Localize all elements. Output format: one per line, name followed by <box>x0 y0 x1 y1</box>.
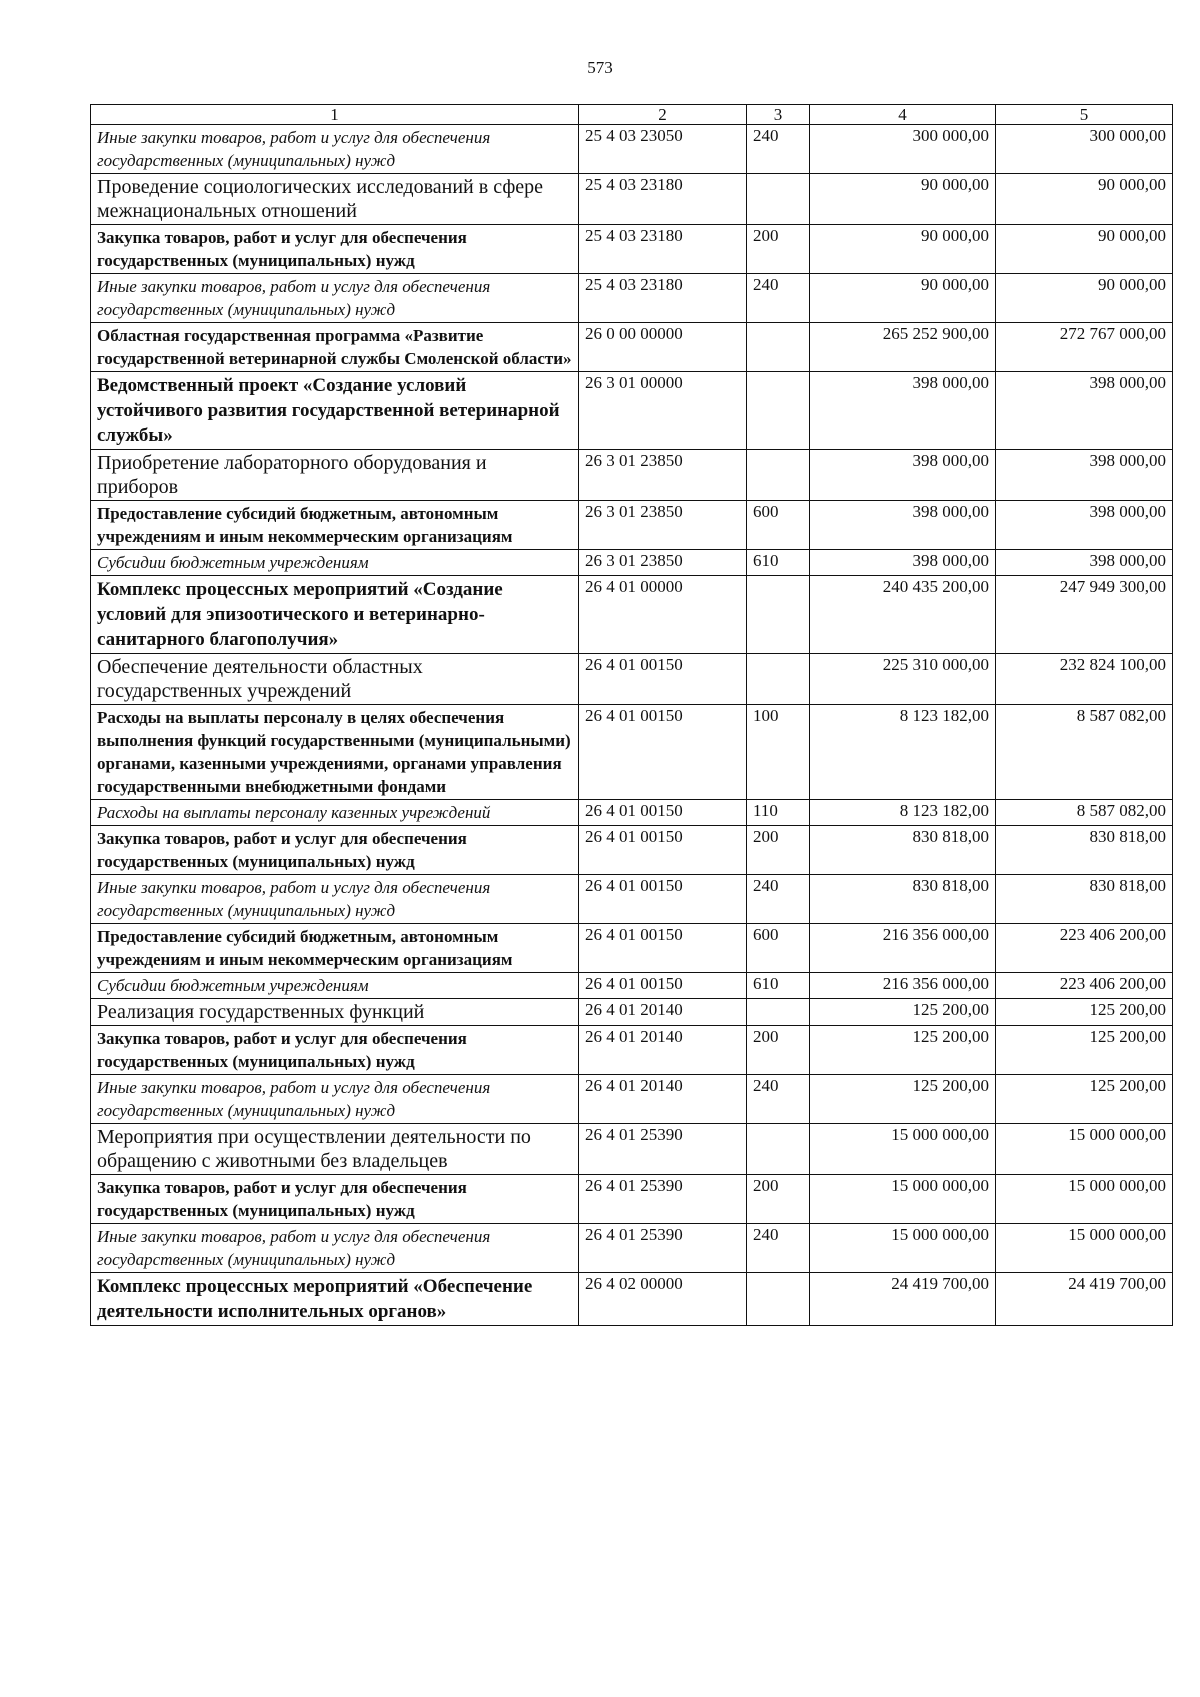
row-expense-type-cell <box>747 999 810 1026</box>
table-row <box>91 501 1173 550</box>
row-name-cell: Расходы на выплаты персоналу в целях обеспечения выполнения функций государственными (муниципальными) органами, казенными учреждениями, органами управления государственными внебюджетными фондами <box>91 705 579 800</box>
row-expense-type-cell <box>747 323 810 372</box>
row-name-cell: Расходы на выплаты персоналу казенных учреждений <box>91 800 579 826</box>
row-code-cell: 26 3 01 00000 <box>579 372 747 450</box>
row-name-cell: Комплекс процессных мероприятий «Создание условий для эпизоотического и ветеринарно-санитарного благополучия» <box>91 576 579 654</box>
row-name-cell: Закупка товаров, работ и услуг для обеспечения государственных (муниципальных) нужд <box>91 826 579 875</box>
row-amount-col4-cell: 830 818,00 <box>810 875 996 924</box>
row-amount-col5-cell: 223 406 200,00 <box>996 924 1173 973</box>
row-amount-col4-cell: 90 000,00 <box>810 274 996 323</box>
row-amount-col5-cell: 15 000 000,00 <box>996 1175 1173 1224</box>
row-expense-type-cell: 200 <box>747 225 810 274</box>
row-code-cell: 25 4 03 23180 <box>579 274 747 323</box>
row-code-cell: 26 4 01 00150 <box>579 924 747 973</box>
row-code-cell: 26 0 00 00000 <box>579 323 747 372</box>
row-amount-col4-cell: 24 419 700,00 <box>810 1273 996 1326</box>
table-row <box>91 450 1173 501</box>
row-amount-col5-cell: 8 587 082,00 <box>996 705 1173 800</box>
column-header-5: 5 <box>996 105 1173 125</box>
table-row <box>91 125 1173 174</box>
row-expense-type-cell: 200 <box>747 1175 810 1224</box>
table-row <box>91 274 1173 323</box>
row-amount-col5-cell: 830 818,00 <box>996 826 1173 875</box>
row-code-cell: 26 3 01 23850 <box>579 501 747 550</box>
row-amount-col5-cell: 398 000,00 <box>996 372 1173 450</box>
row-amount-col5-cell: 272 767 000,00 <box>996 323 1173 372</box>
row-amount-col5-cell: 90 000,00 <box>996 225 1173 274</box>
table-row <box>91 999 1173 1026</box>
row-name-cell: Иные закупки товаров, работ и услуг для обеспечения государственных (муниципальных) нужд <box>91 1224 579 1273</box>
row-name-cell: Областная государственная программа «Развитие государственной ветеринарной службы Смоленской области» <box>91 323 579 372</box>
row-code-cell: 26 4 02 00000 <box>579 1273 747 1326</box>
row-expense-type-cell: 240 <box>747 125 810 174</box>
row-amount-col5-cell: 398 000,00 <box>996 450 1173 501</box>
table-row <box>91 372 1173 450</box>
row-amount-col5-cell: 300 000,00 <box>996 125 1173 174</box>
row-expense-type-cell: 610 <box>747 550 810 576</box>
row-amount-col4-cell: 225 310 000,00 <box>810 654 996 705</box>
row-expense-type-cell <box>747 1124 810 1175</box>
table-row <box>91 1026 1173 1075</box>
row-name-cell: Ведомственный проект «Создание условий устойчивого развития государственной ветеринарной службы» <box>91 372 579 450</box>
table-row <box>91 1124 1173 1175</box>
row-name-cell: Субсидии бюджетным учреждениям <box>91 550 579 576</box>
row-name-cell: Субсидии бюджетным учреждениям <box>91 973 579 999</box>
column-header-1: 1 <box>91 105 579 125</box>
row-name-cell: Предоставление субсидий бюджетным, автономным учреждениям и иным некоммерческим организациям <box>91 924 579 973</box>
row-name-cell: Иные закупки товаров, работ и услуг для обеспечения государственных (муниципальных) нужд <box>91 1075 579 1124</box>
column-header-4: 4 <box>810 105 996 125</box>
row-code-cell: 26 4 01 00000 <box>579 576 747 654</box>
row-amount-col5-cell: 15 000 000,00 <box>996 1224 1173 1273</box>
row-code-cell: 26 4 01 00150 <box>579 654 747 705</box>
row-code-cell: 25 4 03 23180 <box>579 174 747 225</box>
row-expense-type-cell: 200 <box>747 826 810 875</box>
row-amount-col5-cell: 398 000,00 <box>996 501 1173 550</box>
row-expense-type-cell <box>747 174 810 225</box>
table-row <box>91 875 1173 924</box>
row-expense-type-cell <box>747 1273 810 1326</box>
row-name-cell: Предоставление субсидий бюджетным, автономным учреждениям и иным некоммерческим организациям <box>91 501 579 550</box>
row-expense-type-cell: 240 <box>747 875 810 924</box>
row-amount-col4-cell: 265 252 900,00 <box>810 323 996 372</box>
row-code-cell: 26 4 01 20140 <box>579 999 747 1026</box>
row-amount-col5-cell: 8 587 082,00 <box>996 800 1173 826</box>
row-name-cell: Комплекс процессных мероприятий «Обеспечение деятельности исполнительных органов» <box>91 1273 579 1326</box>
row-amount-col4-cell: 15 000 000,00 <box>810 1224 996 1273</box>
row-expense-type-cell <box>747 576 810 654</box>
table-row <box>91 225 1173 274</box>
row-code-cell: 26 3 01 23850 <box>579 450 747 501</box>
row-amount-col4-cell: 398 000,00 <box>810 372 996 450</box>
row-expense-type-cell <box>747 654 810 705</box>
row-amount-col4-cell: 90 000,00 <box>810 174 996 225</box>
row-expense-type-cell <box>747 450 810 501</box>
row-code-cell: 26 3 01 23850 <box>579 550 747 576</box>
row-expense-type-cell: 240 <box>747 1224 810 1273</box>
row-amount-col4-cell: 216 356 000,00 <box>810 973 996 999</box>
table-row <box>91 1273 1173 1326</box>
row-amount-col5-cell: 125 200,00 <box>996 1075 1173 1124</box>
row-name-cell: Иные закупки товаров, работ и услуг для обеспечения государственных (муниципальных) нужд <box>91 125 579 174</box>
row-code-cell: 26 4 01 00150 <box>579 800 747 826</box>
row-amount-col4-cell: 8 123 182,00 <box>810 705 996 800</box>
table-row <box>91 973 1173 999</box>
row-code-cell: 26 4 01 20140 <box>579 1026 747 1075</box>
row-code-cell: 26 4 01 20140 <box>579 1075 747 1124</box>
row-amount-col4-cell: 300 000,00 <box>810 125 996 174</box>
row-name-cell: Реализация государственных функций <box>91 999 579 1026</box>
row-amount-col4-cell: 240 435 200,00 <box>810 576 996 654</box>
row-amount-col4-cell: 15 000 000,00 <box>810 1124 996 1175</box>
row-expense-type-cell: 110 <box>747 800 810 826</box>
row-amount-col5-cell: 223 406 200,00 <box>996 973 1173 999</box>
row-amount-col4-cell: 830 818,00 <box>810 826 996 875</box>
row-amount-col4-cell: 398 000,00 <box>810 450 996 501</box>
row-code-cell: 26 4 01 00150 <box>579 875 747 924</box>
row-code-cell: 26 4 01 25390 <box>579 1224 747 1273</box>
row-name-cell: Приобретение лабораторного оборудования и приборов <box>91 450 579 501</box>
column-header-3: 3 <box>747 105 810 125</box>
row-name-cell: Иные закупки товаров, работ и услуг для обеспечения государственных (муниципальных) нужд <box>91 875 579 924</box>
table-row <box>91 800 1173 826</box>
row-amount-col5-cell: 247 949 300,00 <box>996 576 1173 654</box>
row-code-cell: 25 4 03 23180 <box>579 225 747 274</box>
row-name-cell: Закупка товаров, работ и услуг для обеспечения государственных (муниципальных) нужд <box>91 1175 579 1224</box>
row-amount-col5-cell: 90 000,00 <box>996 274 1173 323</box>
row-amount-col5-cell: 90 000,00 <box>996 174 1173 225</box>
row-amount-col4-cell: 8 123 182,00 <box>810 800 996 826</box>
row-expense-type-cell <box>747 372 810 450</box>
row-amount-col5-cell: 232 824 100,00 <box>996 654 1173 705</box>
table-row <box>91 1175 1173 1224</box>
row-name-cell: Мероприятия при осуществлении деятельности по обращению с животными без владельцев <box>91 1124 579 1175</box>
row-name-cell: Закупка товаров, работ и услуг для обеспечения государственных (муниципальных) нужд <box>91 1026 579 1075</box>
row-expense-type-cell: 100 <box>747 705 810 800</box>
row-name-cell: Обеспечение деятельности областных государственных учреждений <box>91 654 579 705</box>
row-amount-col4-cell: 398 000,00 <box>810 550 996 576</box>
table-row <box>91 924 1173 973</box>
row-amount-col4-cell: 125 200,00 <box>810 999 996 1026</box>
row-amount-col5-cell: 125 200,00 <box>996 1026 1173 1075</box>
row-expense-type-cell: 600 <box>747 924 810 973</box>
row-name-cell: Проведение социологических исследований в сфере межнациональных отношений <box>91 174 579 225</box>
row-expense-type-cell: 200 <box>747 1026 810 1075</box>
row-code-cell: 26 4 01 25390 <box>579 1175 747 1224</box>
row-amount-col4-cell: 216 356 000,00 <box>810 924 996 973</box>
row-amount-col5-cell: 24 419 700,00 <box>996 1273 1173 1326</box>
table-header-row <box>91 105 1173 125</box>
table-row <box>91 174 1173 225</box>
row-amount-col4-cell: 398 000,00 <box>810 501 996 550</box>
row-code-cell: 26 4 01 00150 <box>579 705 747 800</box>
row-expense-type-cell: 610 <box>747 973 810 999</box>
row-amount-col5-cell: 398 000,00 <box>996 550 1173 576</box>
row-expense-type-cell: 600 <box>747 501 810 550</box>
row-code-cell: 26 4 01 25390 <box>579 1124 747 1175</box>
table-row <box>91 826 1173 875</box>
table-row <box>91 654 1173 705</box>
budget-table <box>90 104 1173 1326</box>
row-expense-type-cell: 240 <box>747 274 810 323</box>
table-row <box>91 323 1173 372</box>
row-code-cell: 25 4 03 23050 <box>579 125 747 174</box>
row-amount-col5-cell: 15 000 000,00 <box>996 1124 1173 1175</box>
row-name-cell: Закупка товаров, работ и услуг для обеспечения государственных (муниципальных) нужд <box>91 225 579 274</box>
row-code-cell: 26 4 01 00150 <box>579 826 747 875</box>
table-row <box>91 550 1173 576</box>
table-body <box>91 125 1173 1326</box>
row-amount-col5-cell: 830 818,00 <box>996 875 1173 924</box>
row-amount-col4-cell: 125 200,00 <box>810 1026 996 1075</box>
column-header-2: 2 <box>579 105 747 125</box>
row-amount-col4-cell: 125 200,00 <box>810 1075 996 1124</box>
row-amount-col4-cell: 90 000,00 <box>810 225 996 274</box>
row-name-cell: Иные закупки товаров, работ и услуг для обеспечения государственных (муниципальных) нужд <box>91 274 579 323</box>
table-row <box>91 1075 1173 1124</box>
table-row <box>91 576 1173 654</box>
row-amount-col4-cell: 15 000 000,00 <box>810 1175 996 1224</box>
page-number: 573 <box>587 58 613 77</box>
table-row <box>91 705 1173 800</box>
row-code-cell: 26 4 01 00150 <box>579 973 747 999</box>
row-amount-col5-cell: 125 200,00 <box>996 999 1173 1026</box>
table-row <box>91 1224 1173 1273</box>
row-expense-type-cell: 240 <box>747 1075 810 1124</box>
